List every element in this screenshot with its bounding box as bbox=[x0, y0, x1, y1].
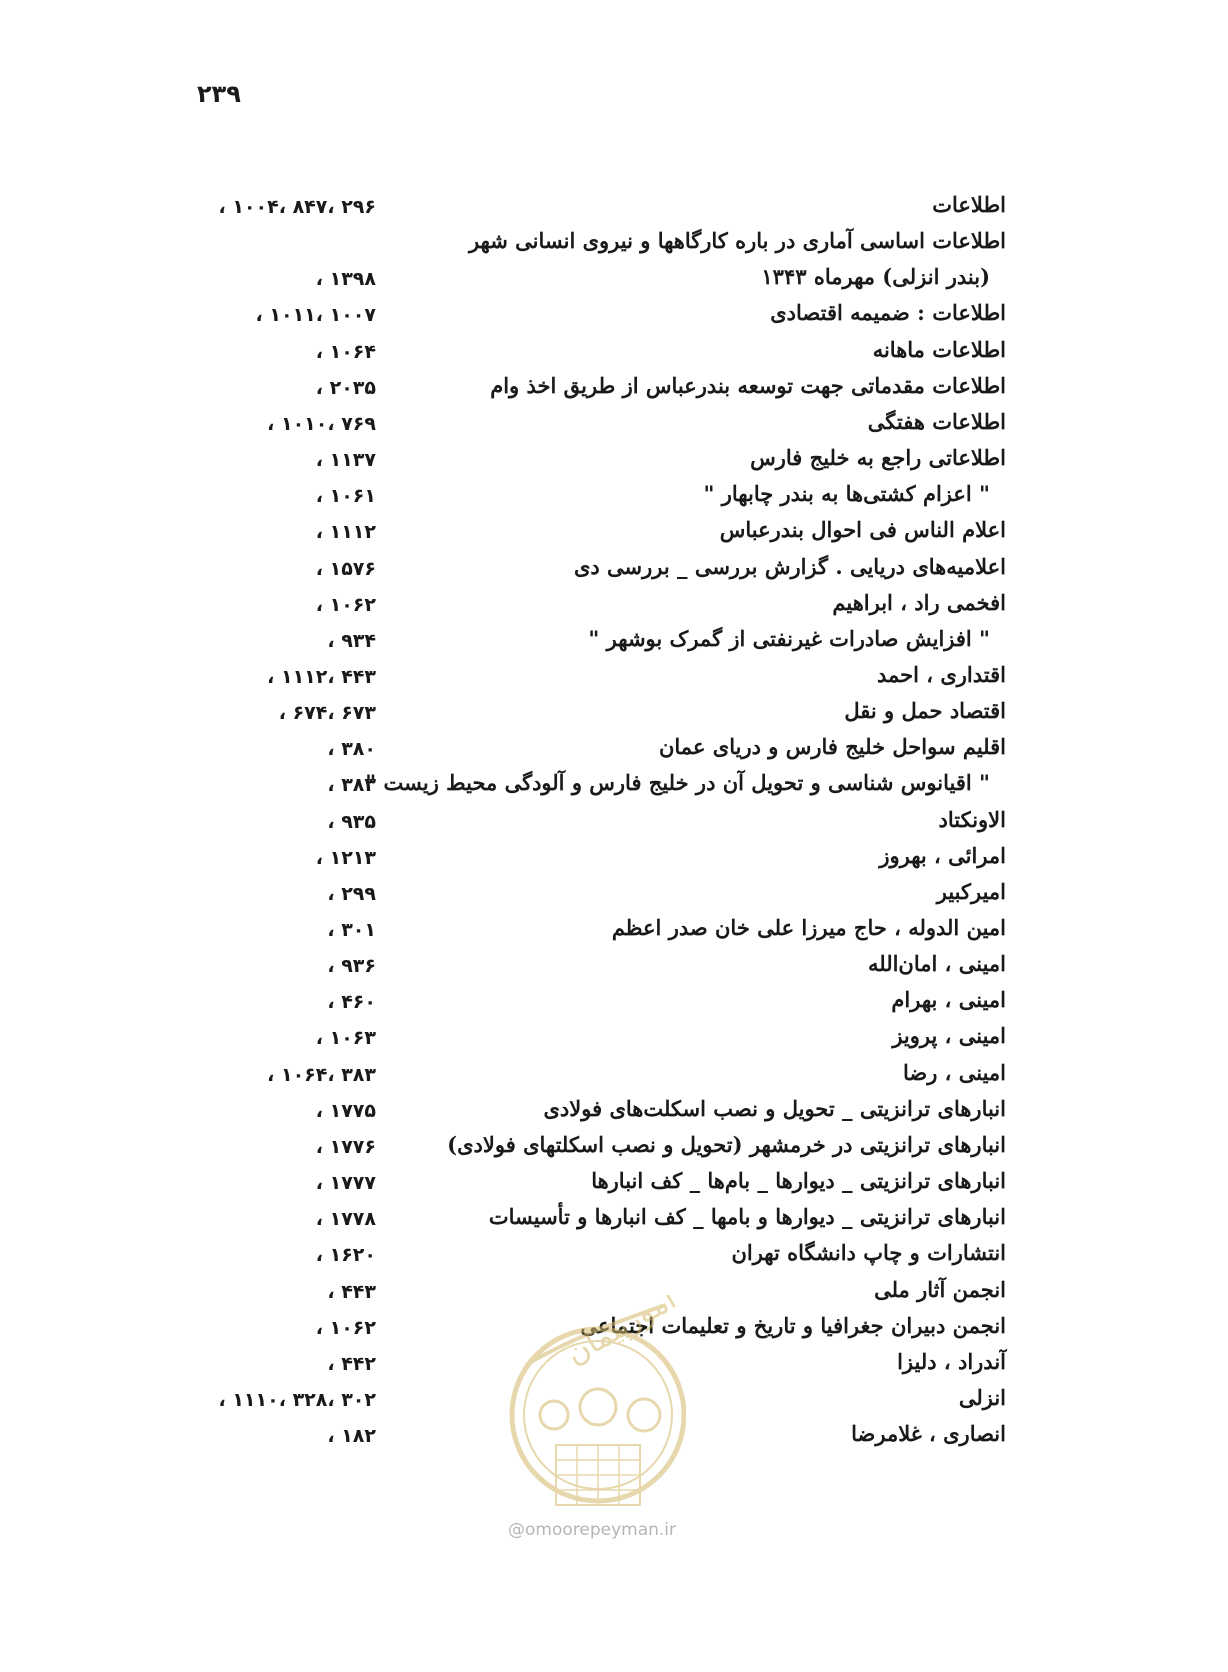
entry-heading: انبارهای ترانزیتی _ تحویل و نصب اسکلت‌های فولادی bbox=[543, 1095, 1006, 1121]
watermark-caption: @omoorepeyman.ir bbox=[508, 1520, 677, 1540]
index-entry bbox=[0, 624, 1228, 660]
entry-heading: اطلاعات : ضمیمه اقتصادی bbox=[770, 300, 1006, 326]
index-entry bbox=[0, 1202, 1228, 1238]
index-entry bbox=[0, 298, 1228, 334]
entry-page-refs: ۹۳۵ ، bbox=[327, 810, 376, 833]
entry-page-refs: ۱۷۷۵ ، bbox=[315, 1099, 376, 1122]
entry-heading: " افزایش صادرات غیرنفتی از گمرک بوشهر " bbox=[588, 625, 990, 651]
entry-page-refs: ۱۷۷۶ ، bbox=[315, 1135, 376, 1158]
index-entry bbox=[0, 696, 1228, 732]
index-entry bbox=[0, 515, 1228, 551]
entry-heading: " اعزام کشتی‌ها به بندر چابهار " bbox=[703, 481, 990, 507]
entry-heading: الاونکتاد bbox=[938, 806, 1006, 832]
index-entry bbox=[0, 371, 1228, 407]
entry-heading: امیرکبیر bbox=[936, 878, 1006, 904]
index-entry bbox=[0, 985, 1228, 1021]
entry-page-refs: ۲۰۳۵ ، bbox=[315, 376, 376, 399]
entry-heading: امینی ، امان‌الله bbox=[867, 951, 1006, 977]
entry-page-refs: ۴۴۳ ،۱۱۱۲ ، bbox=[267, 665, 376, 688]
entry-page-refs: ۱۷۷۸ ، bbox=[315, 1208, 376, 1231]
entry-heading: (بندر انزلی) مهرماه ۱۳۴۳ bbox=[761, 264, 990, 290]
entry-heading: افخمی راد ، ابراهیم bbox=[832, 589, 1006, 615]
index-entry bbox=[0, 443, 1228, 479]
index-entry bbox=[0, 552, 1228, 588]
entry-page-refs: ۲۹۶ ،۸۴۷ ،۱۰۰۴ ، bbox=[218, 196, 376, 218]
entry-page-refs: ۱۱۱۲ ، bbox=[315, 521, 376, 544]
entry-heading: " اقیانوس شناسی و تحویل آن در خلیج فارس و آلودگی محیط زیست " bbox=[365, 770, 990, 796]
index-entry bbox=[0, 479, 1228, 515]
entry-heading: اطلاعات ماهانه bbox=[872, 336, 1006, 362]
entry-heading: انصاری ، غلامرضا bbox=[851, 1421, 1006, 1447]
entry-heading: اطلاعات هفتگی bbox=[867, 408, 1006, 434]
entry-page-refs: ۳۸۳ ، bbox=[327, 774, 376, 797]
index-entry bbox=[0, 1238, 1228, 1274]
entry-heading: اعلام الناس فی احوال بندرعباس bbox=[719, 517, 1006, 543]
entry-heading: انتشارات و چاپ دانشگاه تهران bbox=[731, 1240, 1006, 1266]
index-entry bbox=[0, 1058, 1228, 1094]
watermark-seal-icon bbox=[506, 1295, 686, 1535]
index-entry bbox=[0, 768, 1228, 804]
entry-heading: اطلاعات مقدماتی جهت توسعه بندرعباس از طریق اخذ وام bbox=[490, 372, 1006, 398]
index-entry bbox=[0, 913, 1228, 949]
entry-heading: امینی ، پرویز bbox=[892, 1023, 1006, 1049]
index-entry bbox=[0, 1130, 1228, 1166]
index-entry bbox=[0, 1094, 1228, 1130]
entry-heading: اطلاعاتی راجع به خلیج فارس bbox=[750, 445, 1006, 471]
index-entry bbox=[0, 949, 1228, 985]
index-entry bbox=[0, 226, 1228, 262]
index-entry bbox=[0, 190, 1228, 226]
entry-page-refs: ۱۰۶۴ ، bbox=[315, 340, 376, 363]
entry-heading: امین الدوله ، حاج میرزا علی خان صدر اعظم bbox=[611, 915, 1006, 940]
entry-page-refs: ۱۰۶۲ ، bbox=[315, 593, 376, 616]
entry-page-refs: ۱۰۶۳ ، bbox=[315, 1027, 376, 1050]
entry-page-refs: ۶۷۳ ،۶۷۴ ، bbox=[278, 702, 376, 725]
entry-page-refs: ۴۴۲ ، bbox=[327, 1352, 376, 1375]
entry-page-refs: ۱۰۶۱ ، bbox=[315, 485, 376, 508]
entry-page-refs: ۱۰۶۲ ، bbox=[315, 1316, 376, 1339]
entry-page-refs: ۴۶۰ ، bbox=[327, 991, 376, 1014]
entry-heading: آندراد ، دلیزا bbox=[897, 1348, 1006, 1374]
index-entry bbox=[0, 335, 1228, 371]
index-entry bbox=[0, 1021, 1228, 1057]
entry-heading: انجمن آثار ملی bbox=[874, 1276, 1006, 1302]
entry-page-refs: ۴۴۳ ، bbox=[327, 1280, 376, 1303]
entry-page-refs: ۷۶۹ ،۱۰۱۰ ، bbox=[267, 412, 376, 435]
entry-heading: اقتصاد حمل و نقل bbox=[844, 698, 1006, 724]
entry-heading: اطلاعات اساسی آماری در باره کارگاهها و نیروی انسانی شهر bbox=[468, 228, 1006, 254]
entry-heading: انزلی bbox=[958, 1384, 1006, 1410]
index-entry bbox=[0, 407, 1228, 443]
entry-page-refs: ۱۵۷۶ ، bbox=[315, 557, 376, 580]
entry-heading: امینی ، رضا bbox=[902, 1059, 1006, 1085]
entry-page-refs: ۹۳۴ ، bbox=[327, 629, 376, 652]
index-entry bbox=[0, 841, 1228, 877]
index-entry bbox=[0, 805, 1228, 841]
entry-page-refs: ۱۷۷۷ ، bbox=[315, 1172, 376, 1195]
entry-heading: انبارهای ترانزیتی _ دیوارها و بامها _ کف انبارها و تأسیسات bbox=[488, 1204, 1006, 1230]
index-entry bbox=[0, 660, 1228, 696]
entry-page-refs: ۱۰۰۷ ،۱۰۱۱ ، bbox=[255, 304, 376, 327]
entry-page-refs: ۱۲۱۳ ، bbox=[315, 846, 376, 869]
entry-heading: اقتداری ، احمد bbox=[876, 661, 1006, 687]
entry-heading: امرائی ، بهروز bbox=[879, 842, 1006, 868]
index-entry bbox=[0, 877, 1228, 913]
index-entry bbox=[0, 262, 1228, 298]
page-number: ۲۳۹ bbox=[197, 80, 241, 108]
svg-text:امورپیمان: امورپیمان bbox=[560, 1295, 683, 1373]
entry-page-refs: ۱۶۲۰ ، bbox=[315, 1244, 376, 1267]
watermark-logo bbox=[506, 1295, 686, 1535]
entry-heading: انبارهای ترانزیتی _ دیوارها _ بام‌ها _ کف انبارها bbox=[591, 1168, 1006, 1194]
entry-page-refs: ۳۸۰ ، bbox=[327, 738, 376, 761]
entry-page-refs: ۱۳۹۸ ، bbox=[315, 268, 376, 291]
entry-page-refs: ۱۱۳۷ ، bbox=[315, 449, 376, 472]
index-entry bbox=[0, 588, 1228, 624]
entry-page-refs: ۳۰۱ ، bbox=[327, 919, 376, 941]
entry-page-refs: ۱۸۲ ، bbox=[327, 1425, 376, 1448]
entry-page-refs: ۳۸۳ ،۱۰۶۴ ، bbox=[267, 1063, 376, 1086]
index-entry bbox=[0, 1166, 1228, 1202]
entry-page-refs: ۹۳۶ ، bbox=[327, 955, 376, 978]
entry-heading: امینی ، بهرام bbox=[891, 987, 1006, 1013]
entry-heading: اطلاعات bbox=[932, 192, 1006, 217]
entry-heading: انجمن دبیران جغرافیا و تاریخ و تعلیمات اجتماعی bbox=[580, 1312, 1006, 1338]
entry-page-refs: ۳۰۲ ،۳۲۸ ،۱۱۱۰ ، bbox=[218, 1388, 376, 1411]
index-entry bbox=[0, 732, 1228, 768]
entry-heading: اقلیم سواحل خلیج فارس و دریای عمان bbox=[658, 734, 1006, 760]
entry-heading: اعلامیه‌های دریایی . گزارش بررسی _ بررسی دی bbox=[573, 553, 1006, 579]
entry-heading: انبارهای ترانزیتی در خرمشهر (تحویل و نصب اسکلتهای فولادی) bbox=[447, 1131, 1006, 1157]
entry-page-refs: ۲۹۹ ، bbox=[327, 882, 376, 905]
